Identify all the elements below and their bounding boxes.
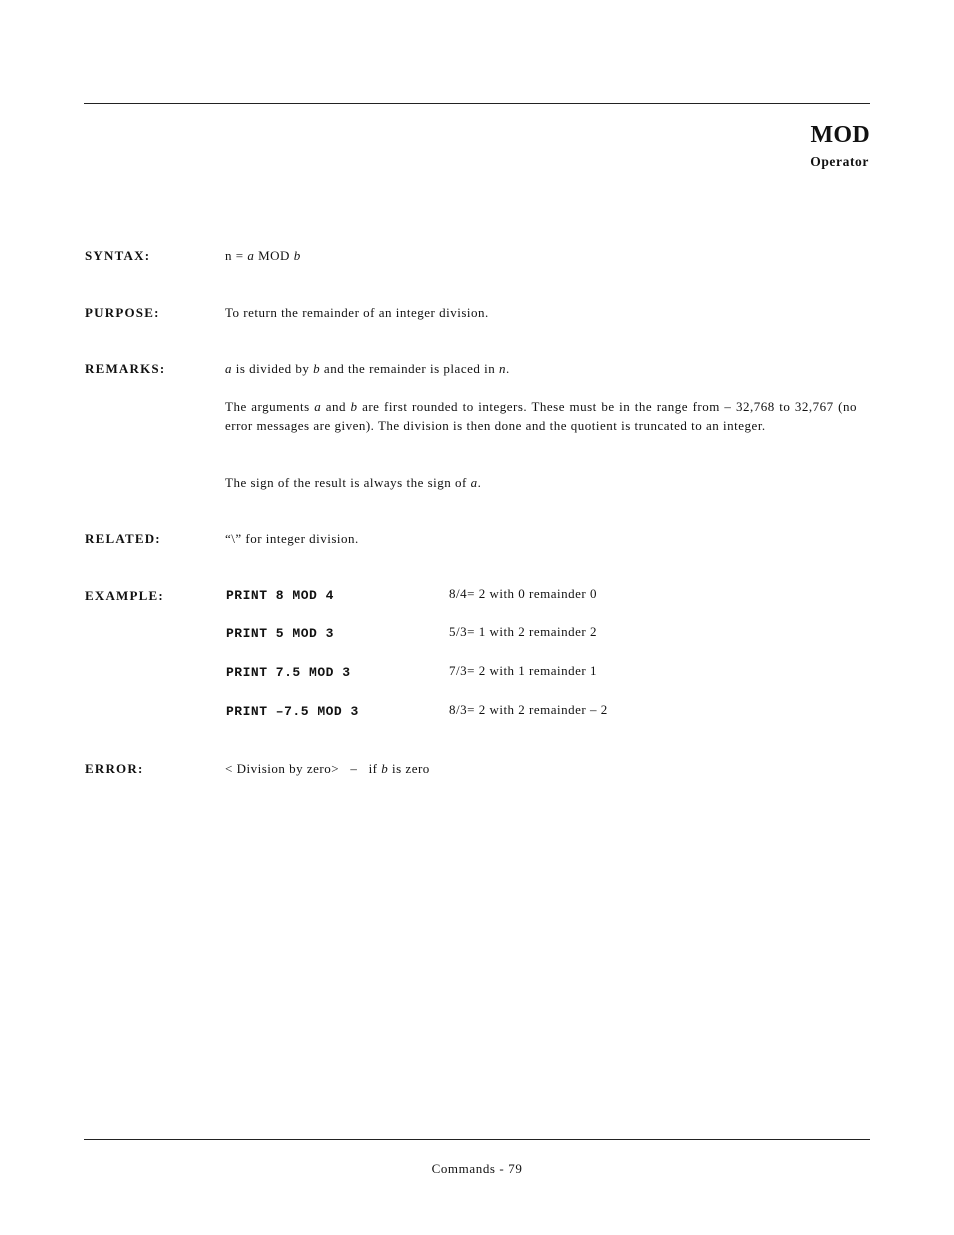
error-text-1: < Division by zero> – if [225, 761, 382, 776]
remarks-p3-text-1: The sign of the result is always the sign of [225, 475, 471, 490]
remarks-p1-text-3: . [505, 361, 510, 376]
error-label: ERROR: [85, 761, 144, 776]
example-code-3: PRINT 7.5 MOD 3 [226, 665, 351, 680]
purpose-label: PURPOSE: [85, 305, 160, 320]
remarks-p2-a: a [314, 399, 322, 414]
error-b: b [381, 761, 389, 776]
example-code-1: PRINT 8 MOD 4 [226, 588, 334, 603]
purpose-text: To return the remainder of an integer division. [225, 305, 489, 320]
remarks-p1-text-2: and the remainder is placed in [320, 361, 499, 376]
footer-rule [84, 1139, 870, 1140]
syntax-a: a [247, 248, 255, 263]
remarks-p1-n: n [498, 361, 506, 376]
example-result-1: 8/4= 2 with 0 remainder 0 [449, 586, 597, 601]
syntax-label: SYNTAX: [85, 248, 151, 263]
error-text [225, 759, 857, 778]
error-text-2: is zero [388, 761, 430, 776]
example-result-3: 7/3= 2 with 1 remainder 1 [449, 663, 597, 678]
syntax-b: b [293, 248, 301, 263]
remarks-p2-text-1: The arguments [225, 399, 315, 414]
remarks-p2-text-2: and [321, 399, 351, 414]
remarks-p1-a: a [225, 361, 232, 376]
example-code-2: PRINT 5 MOD 3 [226, 626, 334, 641]
remarks-p2-text-3: are first rounded to integers. These must be in the range from – 32,768 to 32,767 (no error messages are given). The division is then done and the quotient is truncated to an integer. [225, 399, 857, 433]
remarks-paragraph-3 [225, 473, 857, 492]
remarks-paragraph-1 [225, 359, 857, 378]
related-label: RELATED: [85, 531, 161, 546]
page-subtitle: Operator [810, 154, 869, 169]
example-label: EXAMPLE: [85, 588, 164, 603]
syntax-text [225, 246, 857, 265]
page-title: MOD [810, 122, 870, 148]
remarks-p2-b: b [350, 399, 358, 414]
remarks-p3-text-2: . [477, 475, 482, 490]
remarks-p3-a: a [470, 475, 478, 490]
example-code-4: PRINT –7.5 MOD 3 [226, 704, 359, 719]
remarks-label: REMARKS: [85, 361, 166, 376]
remarks-paragraph-2 [225, 397, 857, 435]
header-rule [84, 103, 870, 104]
example-result-2: 5/3= 1 with 2 remainder 2 [449, 624, 597, 639]
syntax-op: MOD [254, 248, 294, 263]
example-result-4: 8/3= 2 with 2 remainder – 2 [449, 702, 608, 717]
syntax-prefix: n = [225, 248, 248, 263]
remarks-p1-b: b [313, 361, 321, 376]
page-footer: Commands - 79 [431, 1161, 523, 1176]
remarks-p1-text-1: is divided by [232, 361, 314, 376]
related-text: “\” for integer division. [225, 531, 359, 546]
